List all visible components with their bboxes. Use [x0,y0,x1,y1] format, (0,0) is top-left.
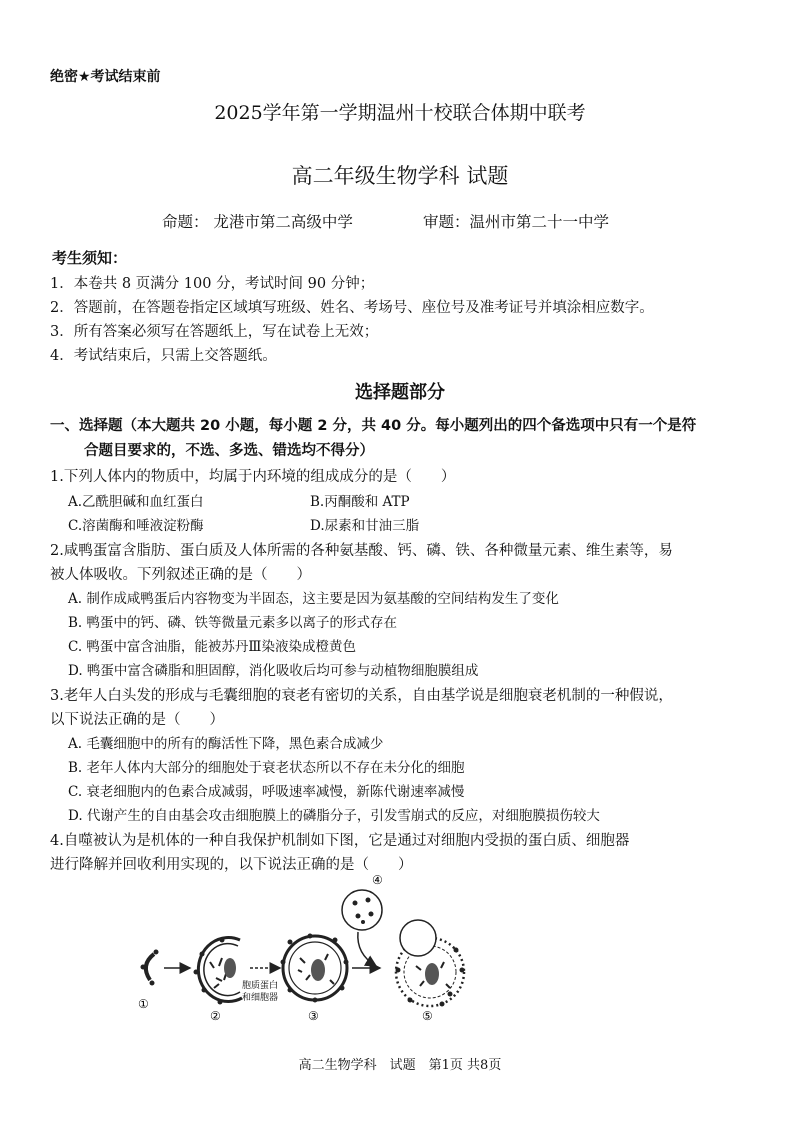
setter: 命题： 龙港市第二高级中学 [162,213,353,231]
q2-stem-cont: 被人体吸收。下列叙述正确的是（ ） [50,567,311,583]
stage1-membrane [141,950,159,986]
q4-stem-cont: 进行降解并回收利用实现的，以下说法正确的是（ ） [50,857,413,873]
part-intro-line2: 合题目要求的，不选、多选、错选均不得分） [84,443,374,459]
stage4-lysosome [342,890,382,930]
notice-item: 2．答题前，在答题卷指定区域填写班级、姓名、考场号、座位号及准考证号并填涂相应数字。 [50,300,654,316]
q1-option-c: C.溶菌酶和唾液淀粉酶 [68,518,204,534]
q3-option-a: A. 毛囊细胞中的所有的酶活性下降，黑色素合成减少 [68,736,384,752]
exam-title: 2025学年第一学期温州十校联合体期中联考 [214,102,586,124]
q2-option-c: C. 鸭蛋中富含油脂，能被苏丹Ⅲ染液染成橙黄色 [68,639,356,655]
q1-option-a: A.乙酰胆碱和血红蛋白 [68,494,204,510]
label-stage4: ④ [372,873,383,887]
stage5-autolysosome [396,920,465,1007]
confidential-mark: 绝密★考试结束前 [50,69,161,85]
q3-stem: 3.老年人白头发的形成与毛囊细胞的衰老有密切的关系，自由基学说是细胞衰老机制的一种假说， [50,688,673,704]
reviewer: 审题：温州市第二十一中学 [422,213,609,231]
q2-stem: 2.咸鸭蛋富含脂肪、蛋白质及人体所需的各种氨基酸、钙、磷、铁、各种微量元素、维生素等，易 [50,543,673,559]
q3-option-d: D. 代谢产生的自由基会攻击细胞膜上的磷脂分子，引发雪崩式的反应，对细胞膜损伤较大 [68,808,600,824]
q2-option-a: A. 制作成咸鸭蛋后内容物变为半固态，这主要是因为氨基酸的空间结构发生了变化 [68,591,559,607]
q3-option-b: B. 老年人体内大部分的细胞处于衰老状态所以不存在未分化的细胞 [68,760,465,776]
label-stage2: ② [210,1009,221,1023]
q3-option-c: C. 衰老细胞内的色素合成减弱，呼吸速率减慢，新陈代谢速率减慢 [68,784,465,800]
q2-option-b: B. 鸭蛋中的钙、磷、铁等微量元素多以离子的形式存在 [68,615,398,631]
arrow-4 [358,932,376,966]
label-stage5: ⑤ [422,1009,433,1023]
q2-option-d: D. 鸭蛋中富含磷脂和胆固醇，消化吸收后均可参与动植物细胞膜组成 [68,663,479,679]
q1-option-d: D.尿素和甘油三脂 [310,518,420,534]
part-intro [50,414,758,464]
label-stage1: ① [138,997,149,1011]
stage3-autophagosome [281,934,349,1003]
part-intro-line1: 一、选择题（本大题共 20 小题，每小题 2 分，共 40 分。每小题列出的四个备选项中只有一个是符 [50,418,697,434]
caption-line1: 胞质蛋白 [242,981,279,991]
stage2-phagophore [194,937,243,1004]
section-title: 选择题部分 [355,382,445,403]
notice-heading: 考生须知： [52,249,128,267]
q4-stem: 4.自噬被认为是机体的一种自我保护机制如下图，它是通过对细胞内受损的蛋白质、细胞器 [50,833,630,849]
q1-option-b: B.丙酮酸和 ATP [310,494,410,510]
q3-stem-cont: 以下说法正确的是（ ） [50,712,224,728]
notice-item: 4．考试结束后，只需上交答题纸。 [50,348,277,364]
label-stage3: ③ [308,1009,319,1023]
authors-line [162,210,609,232]
exam-subtitle: 高二年级生物学科 试题 [291,164,509,188]
notice-item: 3．所有答案必须写在答题纸上，写在试卷上无效； [50,324,379,340]
page-footer: 高二生物学科 试题 第1页 共8页 [298,1058,502,1073]
caption-line2: 和细胞器 [242,993,279,1003]
autophagy-diagram [130,870,490,1030]
q1-stem: 1.下列人体内的物质中，均属于内环境的组成成分的是（ ） [50,469,456,485]
notice-item: 1．本卷共 8 页满分 100 分，考试时间 90 分钟； [50,276,375,292]
